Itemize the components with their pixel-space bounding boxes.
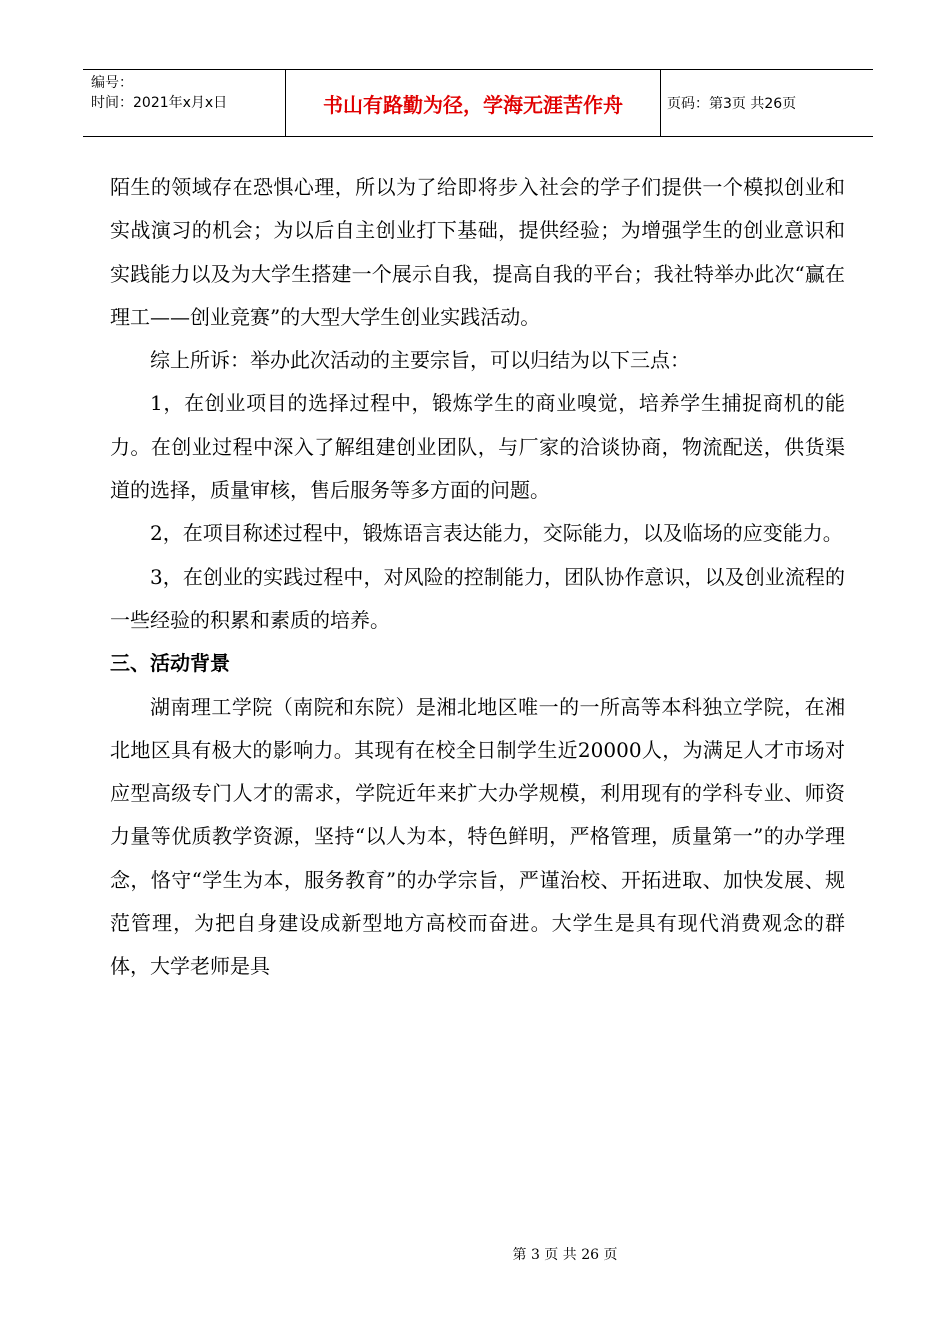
paragraph-background: 湖南理工学院（南院和东院）是湘北地区唯一的一所高等本科独立学院，在湘北地区具有极大的影响力。其现有在校全日制学生近20000人，为满足人才市场对应型高级专门人才的需求，学院近年来扩大办学规模，利用现有的学科专业、师资力量等优质教学资源，坚持“以人为本，特色鲜明，严格管理，质量第一”的办学理念，恪守“学生为本，服务教育”的办学宗旨，严谨治校、开拓进取、加快发展、规范管理，为把自身建设成新型地方高校而奋进。大学生是具有现代消费观念的群体，大学老师是具 [110, 694, 845, 979]
time-label: 时间：2021年x月x日 [91, 95, 228, 111]
paragraph-point-2: 2，在项目称述过程中，锻炼语言表达能力，交际能力，以及临场的应变能力。 [150, 521, 843, 546]
paragraph-point-3: 3，在创业的实践过程中，对风险的控制能力，团队协作意识，以及创业流程的一些经验的积累和素质的培养。 [110, 564, 845, 632]
section-heading: 三、活动背景 [110, 651, 230, 676]
header-motto: 书山有路勤为径，学海无涯苦作舟 [285, 70, 661, 136]
page-footer [0, 1244, 950, 1264]
header-page-info: 页码：第3页 共26页 [667, 96, 797, 112]
header-meta [83, 70, 285, 136]
document-body [110, 166, 845, 989]
paragraph-point-1: 1，在创业项目的选择过程中，锻炼学生的商业嗅觉，培养学生捕捉商机的能力。在创业过程中深入了解组建创业团队，与厂家的洽谈协商，物流配送，供货渠道的选择，质量审核，售后服务等多方面的问题。 [110, 391, 845, 503]
footer-page-number: 第 3 页 共 26 页 [512, 1247, 618, 1263]
paragraph-summary: 综上所诉：举办此次活动的主要宗旨，可以归结为以下三点： [150, 348, 690, 373]
number-label: 编号： [91, 75, 133, 91]
paragraph-intro: 陌生的领域存在恐惧心理，所以为了给即将步入社会的学子们提供一个模拟创业和实战演习的机会；为以后自主创业打下基础，提供经验；为增强学生的创业意识和实践能力以及为大学生搭建一个展示自我，提高自我的平台；我社特举办此次“赢在理工——创业竞赛”的大型大学生创业实践活动。 [110, 175, 845, 329]
page-header [83, 69, 873, 137]
